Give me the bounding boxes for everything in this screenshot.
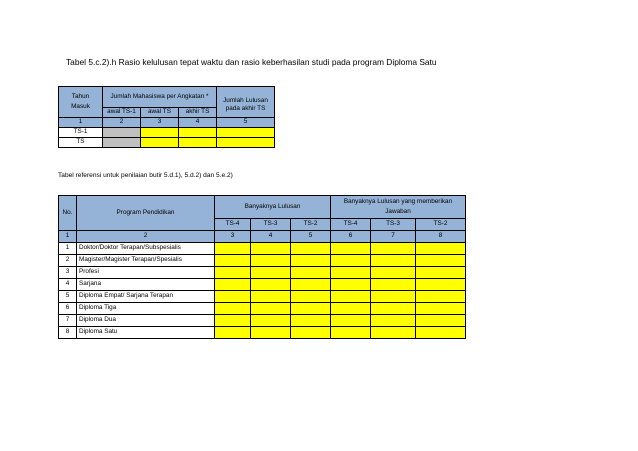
table-row	[59, 243, 466, 255]
row-number: 3	[59, 267, 77, 279]
column-number: 2	[103, 118, 141, 128]
column-number: 7	[371, 231, 416, 243]
program-name: Magister/Magister Terapan/Spesialis	[77, 255, 215, 267]
header-akhir-ts: akhir TS	[179, 108, 217, 118]
row-number: 6	[59, 303, 77, 315]
input-cell[interactable]	[371, 303, 416, 315]
header-program: Program Pendidikan	[77, 196, 215, 231]
header-jumlah-mahasiswa: Jumlah Mahasiswa per Angkatan *	[103, 87, 217, 108]
column-number: 4	[179, 118, 217, 128]
input-cell[interactable]	[179, 138, 217, 148]
column-number: 1	[59, 118, 103, 128]
row-number: 1	[59, 243, 77, 255]
input-cell[interactable]	[331, 303, 371, 315]
input-cell[interactable]	[331, 315, 371, 327]
table-row	[59, 327, 466, 339]
input-cell[interactable]	[416, 327, 466, 339]
input-cell[interactable]	[371, 255, 416, 267]
program-name: Diploma Satu	[77, 327, 215, 339]
input-cell[interactable]	[215, 315, 251, 327]
input-cell[interactable]	[215, 291, 251, 303]
row-label-ts-1: TS-1	[59, 128, 103, 138]
header-banyaknya-lulusan: Banyaknya Lulusan	[215, 196, 331, 219]
column-number: 6	[331, 231, 371, 243]
column-number: 3	[215, 231, 251, 243]
input-cell[interactable]	[291, 243, 331, 255]
header-menjawab-line2: Jawaban	[385, 207, 411, 215]
input-cell[interactable]	[215, 327, 251, 339]
input-cell[interactable]	[179, 128, 217, 138]
input-cell[interactable]	[416, 255, 466, 267]
input-cell[interactable]	[416, 315, 466, 327]
column-number: 8	[416, 231, 466, 243]
header-ts-3: TS-3	[371, 219, 416, 231]
program-name: Doktor/Doktor Terapan/Subspesialis	[77, 243, 215, 255]
table-row	[59, 315, 466, 327]
program-name: Diploma Empat/ Sarjana Terapan	[77, 291, 215, 303]
input-cell[interactable]	[215, 267, 251, 279]
table1-caption: Tabel 5.c.2).h Rasio kelulusan tepat waktu dan rasio keberhasilan studi pada program Diploma Satu	[66, 57, 437, 67]
disabled-cell	[103, 138, 141, 148]
row-number: 5	[59, 291, 77, 303]
table-row	[59, 303, 466, 315]
header-ts-4: TS-4	[215, 219, 251, 231]
row-number: 8	[59, 327, 77, 339]
input-cell[interactable]	[371, 279, 416, 291]
input-cell[interactable]	[331, 267, 371, 279]
header-tahun-masuk	[59, 87, 103, 118]
column-number: 5	[217, 118, 275, 128]
input-cell[interactable]	[215, 255, 251, 267]
header-ts-2: TS-2	[416, 219, 466, 231]
column-number: 3	[141, 118, 179, 128]
input-cell[interactable]	[215, 279, 251, 291]
program-name: Diploma Dua	[77, 315, 215, 327]
input-cell[interactable]	[331, 255, 371, 267]
column-number: 2	[77, 231, 215, 243]
header-awal-ts: awal TS	[141, 108, 179, 118]
input-cell[interactable]	[251, 291, 291, 303]
row-number: 4	[59, 279, 77, 291]
input-cell[interactable]	[251, 267, 291, 279]
header-lulusan-line2: pada akhir TS	[225, 105, 266, 112]
input-cell[interactable]	[141, 128, 179, 138]
program-name: Sarjana	[77, 279, 215, 291]
input-cell[interactable]	[371, 243, 416, 255]
header-menjawab-line1: Banyaknya Lulusan yang memberikan	[343, 198, 453, 206]
input-cell[interactable]	[331, 243, 371, 255]
input-cell[interactable]	[251, 279, 291, 291]
input-cell[interactable]	[371, 291, 416, 303]
input-cell[interactable]	[251, 255, 291, 267]
input-cell[interactable]	[416, 267, 466, 279]
row-label-ts: TS	[59, 138, 103, 148]
disabled-cell	[103, 128, 141, 138]
header-lulusan-menjawab	[331, 196, 466, 219]
row-number: 2	[59, 255, 77, 267]
input-cell[interactable]	[291, 279, 331, 291]
input-cell[interactable]	[217, 128, 275, 138]
program-name: Profesi	[77, 267, 215, 279]
input-cell[interactable]	[291, 315, 331, 327]
column-number: 4	[251, 231, 291, 243]
input-cell[interactable]	[416, 243, 466, 255]
table-row	[59, 291, 466, 303]
column-number: 1	[59, 231, 77, 243]
header-no: No.	[59, 196, 77, 231]
input-cell[interactable]	[251, 327, 291, 339]
header-jumlah-lulusan	[217, 87, 275, 118]
graduation-ratio-table	[58, 86, 275, 148]
input-cell[interactable]	[251, 303, 291, 315]
input-cell[interactable]	[291, 303, 331, 315]
program-name: Diploma Tiga	[77, 303, 215, 315]
input-cell[interactable]	[251, 243, 291, 255]
input-cell[interactable]	[215, 243, 251, 255]
input-cell[interactable]	[371, 315, 416, 327]
header-lulusan-line1: Jumlah Lulusan	[223, 96, 268, 104]
table-row	[59, 279, 466, 291]
input-cell[interactable]	[331, 291, 371, 303]
input-cell[interactable]	[371, 267, 416, 279]
input-cell[interactable]	[141, 138, 179, 148]
table2-caption: Tabel referensi untuk penilaian butir 5.d.1), 5.d.2) dan 5.e.2)	[58, 172, 233, 179]
table-row	[59, 267, 466, 279]
header-ts-4: TS-4	[331, 219, 371, 231]
table-row	[59, 255, 466, 267]
header-awal-ts-1: awal TS-1	[103, 108, 141, 118]
column-number: 5	[291, 231, 331, 243]
input-cell[interactable]	[416, 303, 466, 315]
input-cell[interactable]	[331, 327, 371, 339]
input-cell[interactable]	[215, 303, 251, 315]
input-cell[interactable]	[416, 291, 466, 303]
input-cell[interactable]	[291, 255, 331, 267]
row-number: 7	[59, 315, 77, 327]
input-cell[interactable]	[291, 327, 331, 339]
input-cell[interactable]	[416, 279, 466, 291]
header-tahun-line2: Masuk	[71, 102, 90, 110]
input-cell[interactable]	[251, 315, 291, 327]
input-cell[interactable]	[331, 279, 371, 291]
input-cell[interactable]	[291, 291, 331, 303]
input-cell[interactable]	[217, 138, 275, 148]
input-cell[interactable]	[371, 327, 416, 339]
input-cell[interactable]	[291, 267, 331, 279]
header-ts-2: TS-2	[291, 219, 331, 231]
reference-table	[58, 195, 466, 339]
header-tahun-line1: Tahun	[71, 93, 90, 101]
header-ts-3: TS-3	[251, 219, 291, 231]
